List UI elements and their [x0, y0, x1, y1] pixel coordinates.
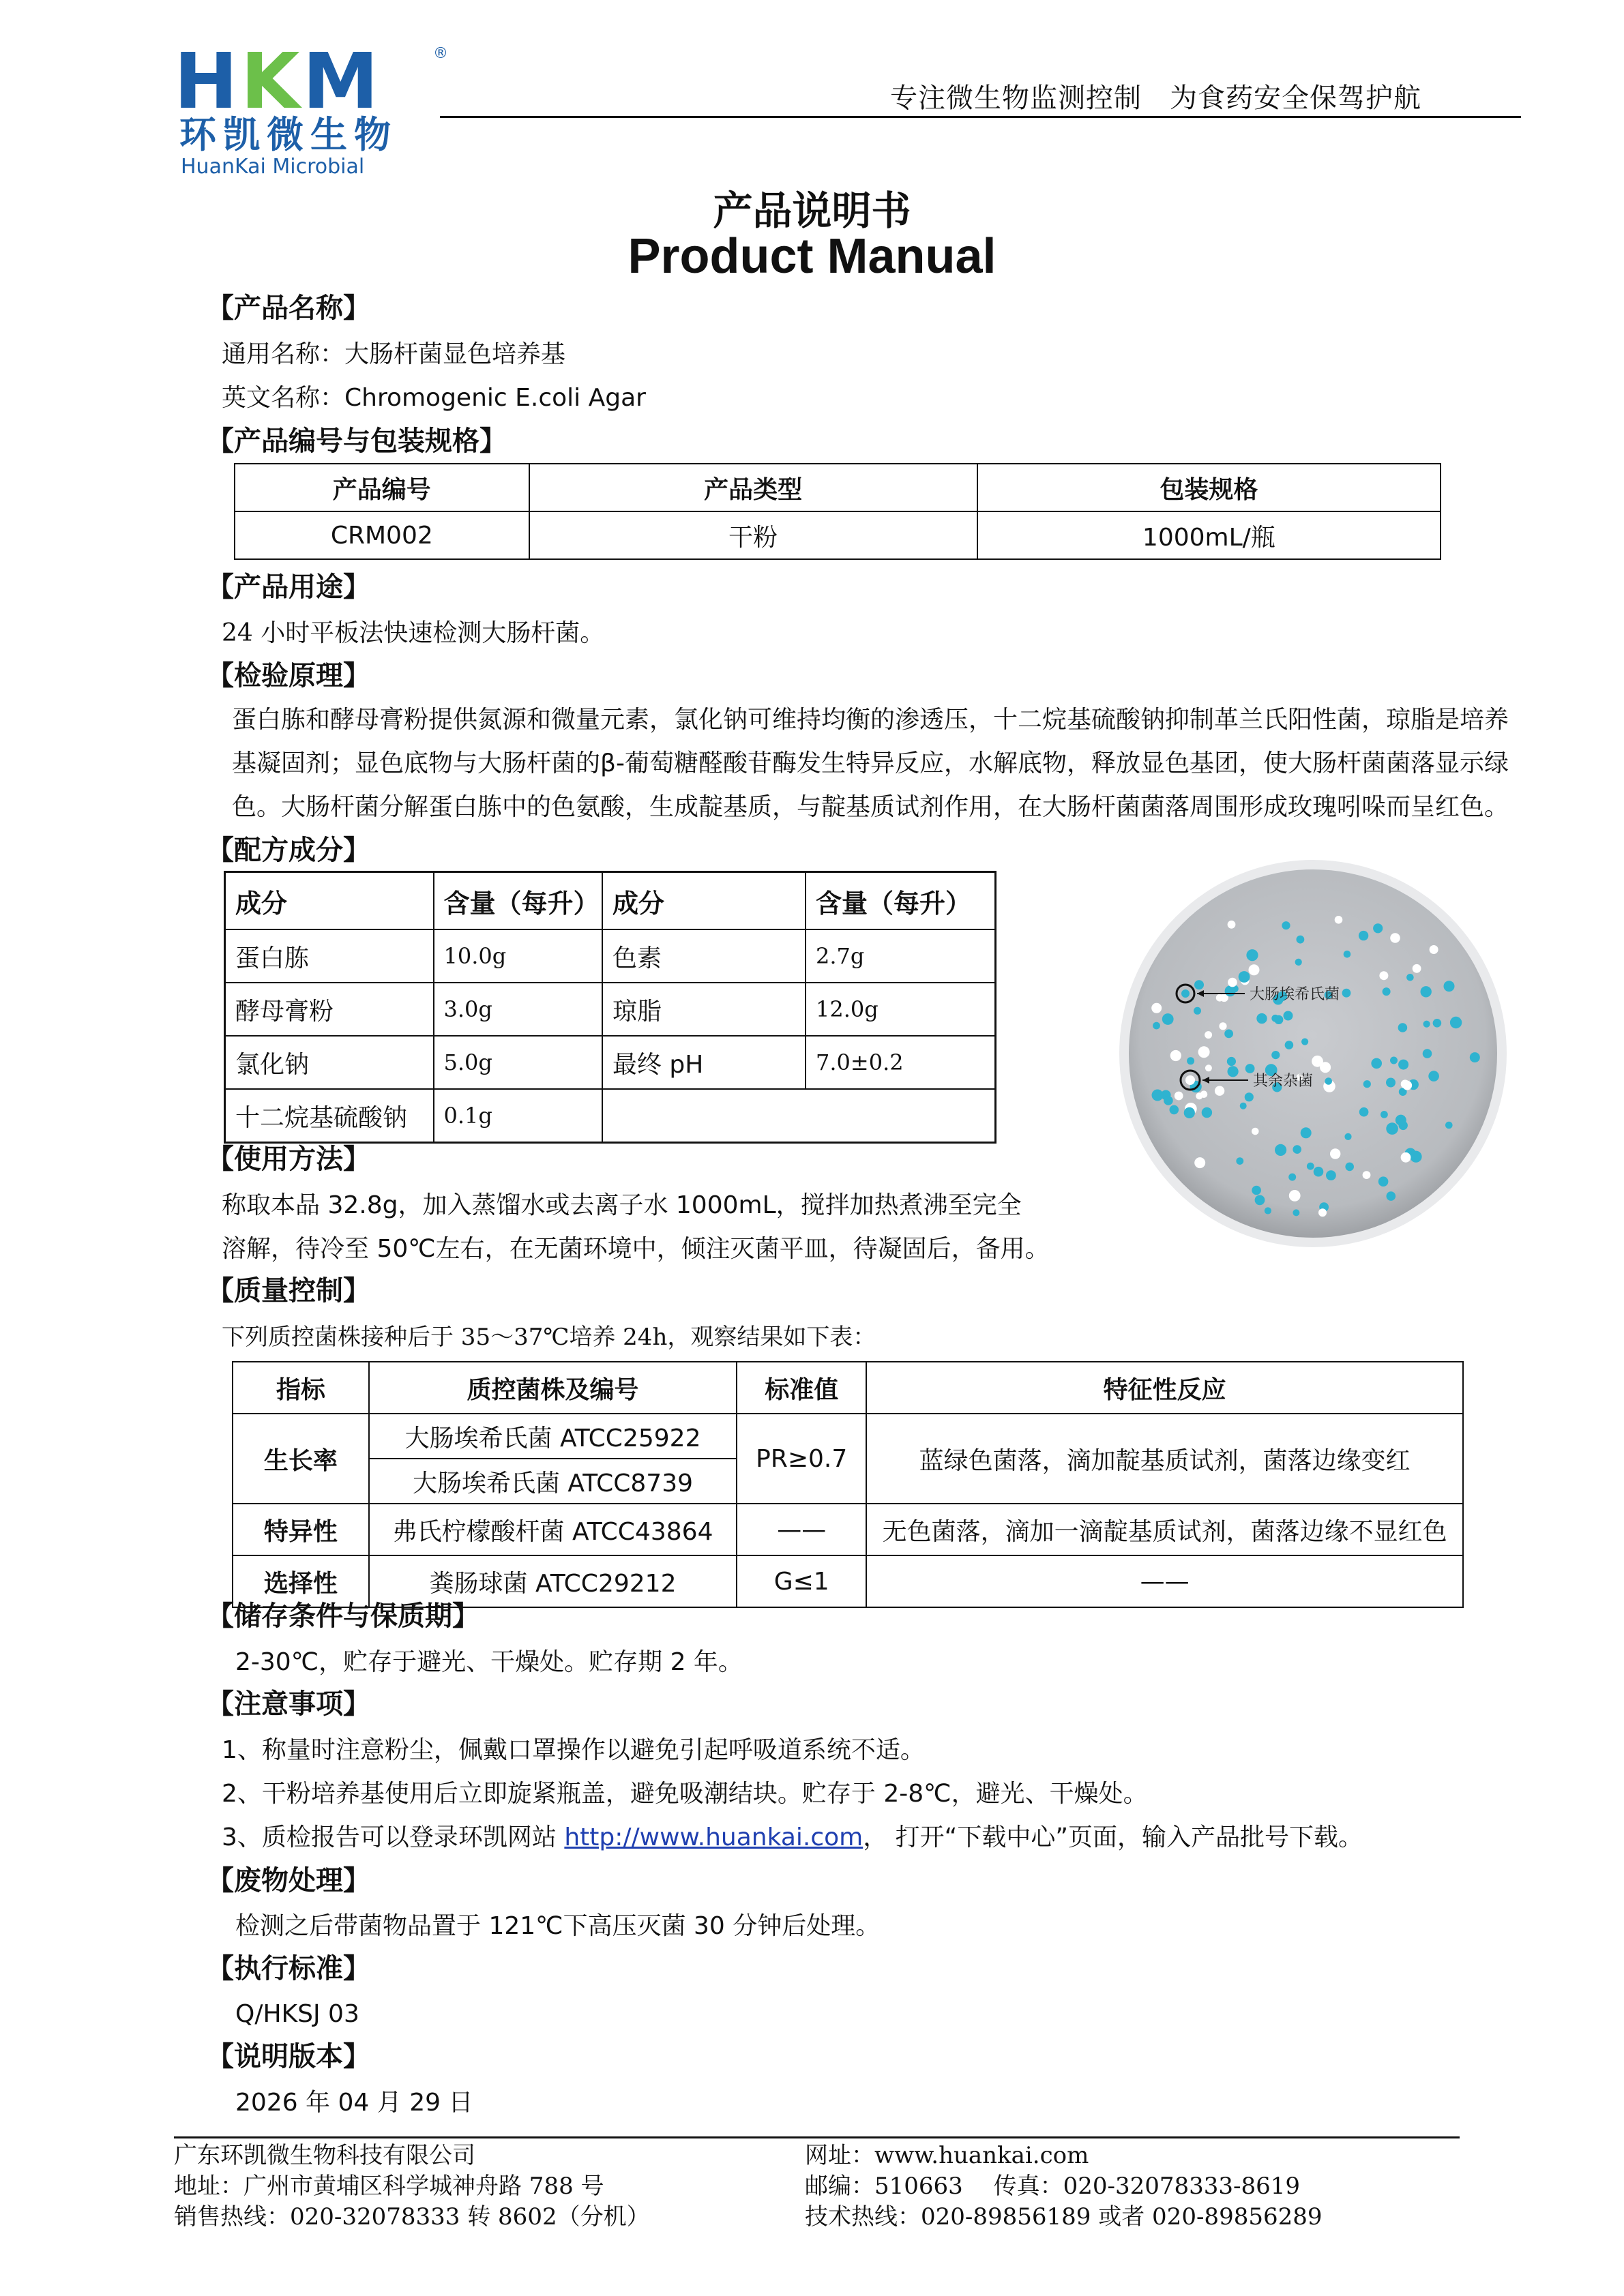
amount: 0.1g [434, 1089, 602, 1143]
colony-dot [1240, 1103, 1247, 1109]
qc-header-strain: 质控菌株及编号 [369, 1362, 737, 1414]
amount: 3.0g [434, 983, 602, 1036]
principle-line: 基凝固剂；显色底物与大肠杆菌的β-葡萄糖醛酸苷酶发生特异反应，水解底物，释放显色基团，使大肠杆菌菌落显示绿 [232, 749, 1509, 777]
footer-company: 广东环凯微生物科技有限公司 [174, 2142, 475, 2169]
colony-dot [1398, 1023, 1408, 1032]
colony-dot [1252, 1186, 1261, 1195]
colony-dot [1314, 1167, 1324, 1177]
colony-dot [1297, 936, 1305, 944]
colony-dot [1184, 1107, 1195, 1118]
table-row [233, 1504, 1463, 1555]
qc-strain: 粪肠球菌 ATCC29212 [369, 1555, 737, 1607]
colony-dot [1295, 959, 1302, 966]
colony-dot [1344, 1133, 1351, 1140]
colony-dot [1205, 1031, 1212, 1039]
formula-header-ingredient: 成分 [225, 872, 434, 930]
standard-text: Q/HKSJ 03 [235, 2000, 359, 2028]
colony-dot [1284, 1011, 1293, 1021]
colony-dot [1430, 945, 1438, 954]
formula-header-amount: 含量（每升） [806, 872, 995, 930]
petri-dish-graphic [1115, 856, 1511, 1251]
qc-standard: G≤1 [737, 1555, 866, 1607]
colony-dot [1342, 989, 1351, 998]
note-3 [222, 1821, 1363, 1854]
section-heading-quality: 【质量控制】 [207, 1275, 370, 1307]
section-heading-standard: 【执行标准】 [207, 1953, 370, 1984]
other-label: 其余杂菌 [1253, 1073, 1314, 1090]
colony-dot [1330, 1148, 1340, 1159]
section-heading-principle: 【检验原理】 [207, 660, 370, 691]
colony-dot [1239, 971, 1250, 983]
colony-dot [1423, 1021, 1430, 1028]
section-heading-storage: 【储存条件与保质期】 [207, 1600, 479, 1632]
package-header-type: 产品类型 [529, 464, 977, 511]
colony-dot [1307, 1163, 1314, 1170]
table-row [225, 983, 996, 1036]
colony-dot [1152, 1090, 1164, 1101]
logo-chinese-name: 环凯微生物 [179, 113, 398, 156]
colony-dot [1164, 1096, 1173, 1105]
colony-dot [1450, 1017, 1462, 1028]
colony-dot [1194, 1007, 1201, 1015]
colony-dot [1359, 931, 1368, 940]
table-row [225, 1036, 996, 1089]
formula-table [224, 871, 996, 1144]
colony-dot [1153, 1022, 1160, 1030]
ingredient: 琼脂 [602, 983, 806, 1036]
petri-dish-photo [1115, 856, 1511, 1251]
colony-dot [1162, 1013, 1174, 1025]
colony-dot [1256, 1013, 1267, 1024]
colony-dot [1219, 1022, 1226, 1030]
colony-dot [1255, 1195, 1265, 1206]
package-spec: 1000mL/瓶 [977, 511, 1441, 559]
colony-dot [1325, 1077, 1332, 1085]
note-3-suffix: ， 打开“下载中心”页面，输入产品批号下载。 [863, 1823, 1363, 1851]
note-1: 1、称量时注意粉尘，佩戴口罩操作以避免引起呼吸道系统不适。 [222, 1736, 925, 1764]
qc-header-reaction: 特征性反应 [866, 1362, 1463, 1414]
colony-dot [1228, 921, 1236, 929]
colony-dot [1301, 1127, 1312, 1138]
english-name: 英文名称：Chromogenic E.coli Agar [222, 384, 646, 412]
qc-reaction: —— [866, 1555, 1463, 1607]
amount: 10.0g [434, 929, 602, 983]
table-row [235, 511, 1441, 559]
colony-dot [1175, 1092, 1183, 1101]
colony-dot [1423, 1049, 1432, 1058]
storage-text: 2-30℃，贮存于避光、干燥处。贮存期 2 年。 [235, 1648, 743, 1676]
colony-dot [1345, 1163, 1354, 1172]
colony-dot [1363, 1171, 1371, 1179]
colony-dot [1170, 1050, 1181, 1061]
colony-dot [1170, 1105, 1179, 1115]
qc-standard: —— [737, 1504, 866, 1555]
colony-dot [1371, 1058, 1382, 1069]
colony-dot [1205, 1064, 1212, 1071]
colony-dot [1228, 978, 1237, 987]
colony-dot [1383, 987, 1391, 996]
qc-selective-label: 选择性 [233, 1555, 369, 1607]
usage-line: 溶解，待冷至 50℃左右，在无菌环境中，倾注灭菌平皿，待凝固后，备用。 [222, 1235, 1050, 1263]
ingredient: 最终 pH [602, 1036, 806, 1089]
colony-dot [1196, 1092, 1202, 1099]
section-heading-name: 【产品名称】 [207, 293, 370, 324]
qc-strain: 大肠埃希氏菌 ATCC25922 [369, 1414, 737, 1459]
section-heading-package: 【产品编号与包装规格】 [207, 426, 507, 457]
ingredient: 酵母膏粉 [225, 983, 434, 1036]
colony-dot [1265, 1207, 1271, 1214]
colony-dot [1335, 916, 1343, 924]
amount: 2.7g [806, 929, 995, 983]
colony-dot [1401, 1152, 1411, 1163]
table-row [225, 1089, 996, 1143]
colony-dot [1293, 1209, 1299, 1216]
colony-dot [1363, 1080, 1371, 1088]
colony-dot [1245, 1064, 1255, 1073]
quality-intro: 下列质控菌株接种后于 35～37℃培养 24h，观察结果如下表： [222, 1324, 876, 1351]
qc-strain: 弗氏柠檬酸杆菌 ATCC43864 [369, 1504, 737, 1555]
amount: 7.0±0.2 [806, 1036, 995, 1089]
general-name: 通用名称：大肠杆菌显色培养基 [222, 340, 566, 368]
colony-dot [1379, 971, 1388, 980]
colony-dot [1344, 951, 1351, 958]
section-heading-waste: 【废物处理】 [207, 1865, 370, 1896]
ingredient: 色素 [602, 929, 806, 983]
colony-dot [1373, 923, 1383, 933]
qc-reaction: 蓝绿色菌落，滴加靛基质试剂，菌落边缘变红 [866, 1414, 1463, 1504]
colony-dot [1444, 981, 1455, 992]
formula-header-amount: 含量（每升） [434, 872, 602, 930]
footer-tech-hotline: 技术热线：020-89856189 或者 020-89856289 [805, 2203, 1323, 2231]
colony-dot [1271, 1015, 1279, 1022]
colony-dot [1390, 933, 1400, 943]
colony-dot [1386, 1122, 1398, 1135]
note-3-prefix: 3、质检报告可以登录环凯网站 [222, 1823, 565, 1851]
logo-english-name: HuanKai Microbial [181, 155, 365, 179]
colony-dot [1289, 1190, 1301, 1202]
title-chinese: 产品说明书 [713, 188, 911, 234]
qc-reaction: 无色菌落，滴加一滴靛基质试剂，菌落边缘不显红色 [866, 1504, 1463, 1555]
qc-growth-label: 生长率 [233, 1414, 369, 1504]
company-logo [174, 38, 460, 179]
colony-dot [1386, 1078, 1396, 1088]
colony-dot [1326, 1170, 1336, 1180]
colony-dot [1246, 949, 1258, 961]
qc-specific-label: 特异性 [233, 1504, 369, 1555]
colony-dot [1271, 1051, 1280, 1059]
ecoli-colony [1181, 989, 1190, 998]
colony-dot [1378, 1176, 1389, 1187]
principle-line: 色。大肠杆菌分解蛋白胨中的色氨酸，生成靛基质，与靛基质试剂作用，在大肠杆菌菌落周围形成玫瑰吲哚而呈红色。 [232, 793, 1509, 821]
qc-header-indicator: 指标 [233, 1362, 369, 1414]
usage-line: 称取本品 32.8g，加入蒸馏水或去离子水 1000mL，搅拌加热煮沸至完全 [222, 1191, 1022, 1219]
section-heading-formula: 【配方成分】 [207, 835, 370, 866]
colony-dot [1224, 1030, 1233, 1039]
footer-website: 网址：www.huankai.com [805, 2142, 1089, 2169]
formula-header-ingredient: 成分 [602, 872, 806, 930]
colony-dot [1470, 1052, 1480, 1062]
version-text: 2026 年 04 月 29 日 [235, 2089, 473, 2117]
section-heading-notes: 【注意事项】 [207, 1688, 370, 1720]
colony-dot [1445, 1122, 1453, 1129]
header-divider [440, 116, 1521, 118]
colony-dot [1421, 986, 1432, 997]
use-text: 24 小时平板法快速检测大肠杆菌。 [222, 619, 605, 647]
qc-header-standard: 标准值 [737, 1362, 866, 1414]
amount: 12.0g [806, 983, 995, 1036]
table-row [233, 1414, 1463, 1459]
colony-dot [1288, 1174, 1296, 1181]
colony-dot [1318, 1208, 1327, 1217]
table-row [225, 929, 996, 983]
website-link[interactable]: http://www.huankai.com [564, 1823, 863, 1851]
colony-dot [1227, 1057, 1236, 1066]
footer-divider [174, 2136, 1460, 2138]
empty-cell [602, 1089, 996, 1143]
colony-dot [1413, 964, 1421, 973]
footer-postcode-fax: 邮编：510663 传真：020-32078333-8619 [805, 2173, 1301, 2200]
dish-agar [1129, 869, 1497, 1238]
colony-dot [1194, 980, 1204, 989]
colony-dot [1282, 921, 1290, 929]
package-type: 干粉 [529, 511, 977, 559]
other-colony [1185, 1075, 1195, 1085]
note-2: 2、干粉培养基使用后立即旋紧瓶盖，避免吸潮结块。贮存于 2-8℃，避光、干燥处。 [222, 1780, 1148, 1808]
logo-letters: HKM [174, 38, 381, 126]
colony-dot [1387, 1191, 1396, 1201]
package-table [234, 463, 1441, 560]
principle-line: 蛋白胨和酵母膏粉提供氮源和微量元素，氯化钠可维持均衡的渗透压，十二烷基硫酸钠抑制革兰氏阳性菌，琼脂是培养 [232, 706, 1509, 734]
quality-table [232, 1361, 1464, 1608]
package-header-code: 产品编号 [235, 464, 529, 511]
colony-dot [1398, 1060, 1408, 1070]
ecoli-label: 大肠埃希氏菌 [1250, 986, 1340, 1003]
colony-dot [1228, 1066, 1239, 1077]
colony-dot [1301, 1039, 1308, 1045]
qc-standard: PR≥0.7 [737, 1414, 866, 1504]
package-code: CRM002 [235, 511, 529, 559]
colony-dot [1433, 1019, 1442, 1028]
title-english: Product Manual [628, 229, 996, 284]
colony-dot [1236, 1157, 1243, 1165]
section-heading-version: 【说明版本】 [207, 2041, 370, 2072]
colony-dot [1198, 1046, 1210, 1058]
footer-hotline: 销售热线：020-32078333 转 8602（分机） [174, 2203, 650, 2231]
colony-dot [1151, 1003, 1162, 1013]
colony-dot [1194, 1157, 1205, 1168]
colony-dot [1401, 1079, 1410, 1088]
qc-strain: 大肠埃希氏菌 ATCC8739 [369, 1459, 737, 1504]
colony-dot [1245, 1092, 1254, 1101]
slogan: 专注微生物监测控制 为食药安全保驾护航 [890, 83, 1421, 114]
colony-dot [1187, 1057, 1194, 1064]
section-heading-use: 【产品用途】 [207, 571, 370, 603]
footer-address: 地址：广州市黄埔区科学城神舟路 788 号 [174, 2173, 604, 2200]
colony-dot [1428, 1071, 1439, 1082]
colony-dot [1396, 1115, 1406, 1126]
colony-dot [1390, 1057, 1398, 1064]
section-heading-usage: 【使用方法】 [207, 1144, 370, 1175]
ingredient: 氯化钠 [225, 1036, 434, 1089]
colony-dot [1249, 964, 1260, 975]
waste-text: 检测之后带菌物品置于 121℃下高压灭菌 30 分钟后处理。 [235, 1912, 881, 1940]
colony-dot [1320, 1062, 1331, 1073]
colony-dot [1359, 1107, 1369, 1117]
package-header-spec: 包装规格 [977, 464, 1441, 511]
colony-dot [1285, 1041, 1294, 1049]
ingredient: 十二烷基硫酸钠 [225, 1089, 434, 1143]
colony-dot [1381, 1111, 1388, 1118]
colony-dot [1215, 1086, 1224, 1096]
colony-dot [1252, 1128, 1259, 1135]
colony-dot [1275, 1144, 1286, 1156]
registered-mark: ® [433, 45, 448, 62]
amount: 5.0g [434, 1036, 602, 1089]
colony-dot [1216, 994, 1224, 1002]
colony-dot [1406, 974, 1414, 981]
colony-dot [1293, 1145, 1301, 1154]
colony-dot [1202, 1107, 1212, 1118]
ingredient: 蛋白胨 [225, 929, 434, 983]
